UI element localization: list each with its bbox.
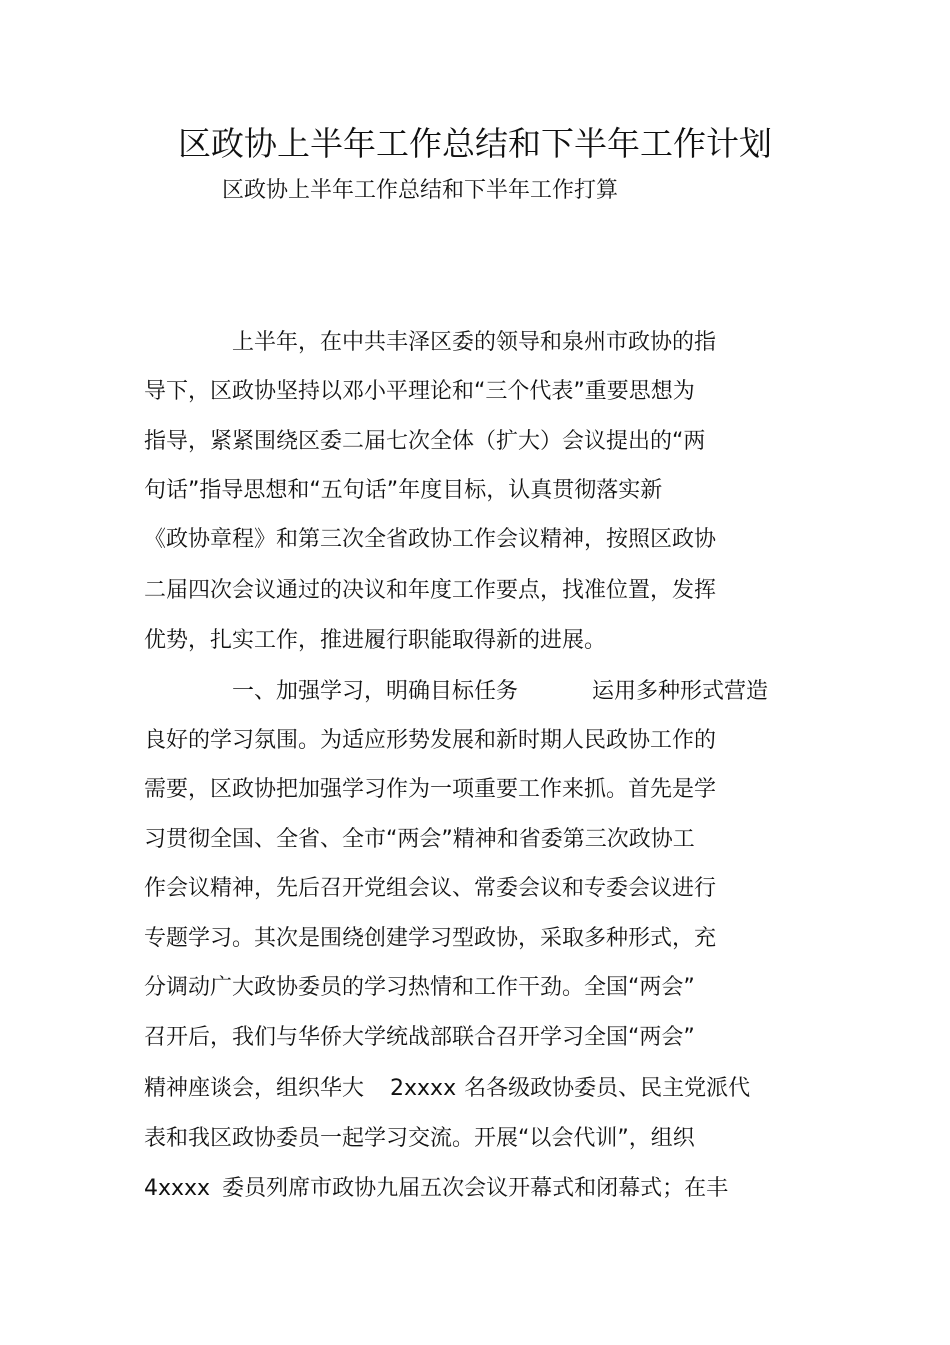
document-title: 区政协上半年工作总结和下半年工作计划 [178,124,772,163]
section-heading-tail: 运用多种形式营造 [592,679,769,704]
paragraph-line: 二届四次会议通过的决议和年度工作要点，找准位置，发挥 [144,578,717,603]
paragraph-line: 指导，紧紧围绕区委二届七次全体（扩大）会议提出的“两 [144,429,706,454]
document-subtitle: 区政协上半年工作总结和下半年工作打算 [222,178,619,203]
paragraph-line: 作会议精神，先后召开党组会议、常委会议和专委会议进行 [144,876,717,901]
paragraph-line [144,1172,728,1206]
paragraph-line: 需要，区政协把加强学习作为一项重要工作来抓。首先是学 [144,777,717,802]
line-text-pre: 精神座谈会，组织华大 [144,1076,365,1101]
line-text-post: 名各级政协委员、民主党派代 [464,1076,751,1101]
section-heading-line [232,675,768,709]
paragraph-line: 优势，扎实工作，推进履行职能取得新的进展。 [144,628,607,653]
paragraph-line: 召开后，我们与华侨大学统战部联合召开学习全国“两会” [144,1025,695,1050]
placeholder-number: 4xxxx [144,1176,211,1201]
paragraph-line: 分调动广大政协委员的学习热情和工作干劲。全国“两会” [144,975,695,1000]
paragraph-line: 句话”指导思想和“五句话”年度目标，认真贯彻落实新 [144,478,663,503]
placeholder-number: 2xxxx [390,1076,457,1101]
paragraph-line: 专题学习。其次是围绕创建学习型政协，采取多种形式，充 [144,926,717,951]
paragraph-line: 表和我区政协委员一起学习交流。开展“以会代训”，组织 [144,1126,695,1151]
paragraph-line: 上半年，在中共丰泽区委的领导和泉州市政协的指 [232,330,717,355]
paragraph-line: 导下，区政协坚持以邓小平理论和“三个代表”重要思想为 [144,379,695,404]
line-text-post: 委员列席市政协九届五次会议开幕式和闭幕式；在丰 [222,1176,729,1201]
paragraph-line: 《政协章程》和第三次全省政协工作会议精神，按照区政协 [144,527,717,552]
paragraph-line: 良好的学习氛围。为适应形势发展和新时期人民政协工作的 [144,728,717,753]
paragraph-line [144,1072,750,1106]
section-heading: 一、加强学习，明确目标任务 [232,679,519,704]
paragraph-line: 习贯彻全国、全省、全市“两会”精神和省委第三次政协工 [144,827,695,852]
